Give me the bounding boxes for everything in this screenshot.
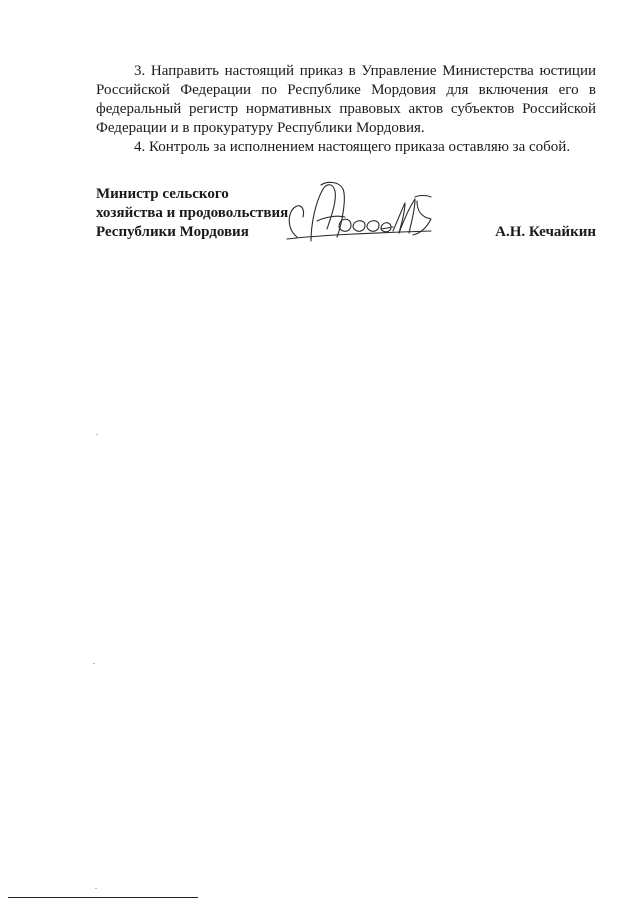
handwritten-signature (281, 177, 441, 249)
scan-speck (95, 888, 97, 889)
scan-speck (93, 663, 95, 664)
signatory-title-line: Республики Мордовия (96, 224, 249, 240)
footer-rule (8, 897, 198, 898)
scan-speck (96, 434, 98, 435)
signatory-title (96, 185, 288, 242)
document-body (96, 62, 596, 157)
signatory-title-line: Министр сельского (96, 186, 229, 202)
signatory-name: А.Н. Кечайкин (495, 224, 596, 240)
paragraph-3: 3. Направить настоящий приказ в Управление Министерства юстиции Российской Федерации по Республике Мордовия для включения его в федеральный регистр нормативных правовых актов субъектов Российской Федерации и в прокуратуру Республики Мордовия. (96, 63, 596, 136)
signature-block (96, 185, 596, 255)
signatory-title-line: хозяйства и продовольствия (96, 205, 289, 221)
paragraph-4: 4. Контроль за исполнением настоящего приказа оставляю за собой. (134, 139, 571, 155)
